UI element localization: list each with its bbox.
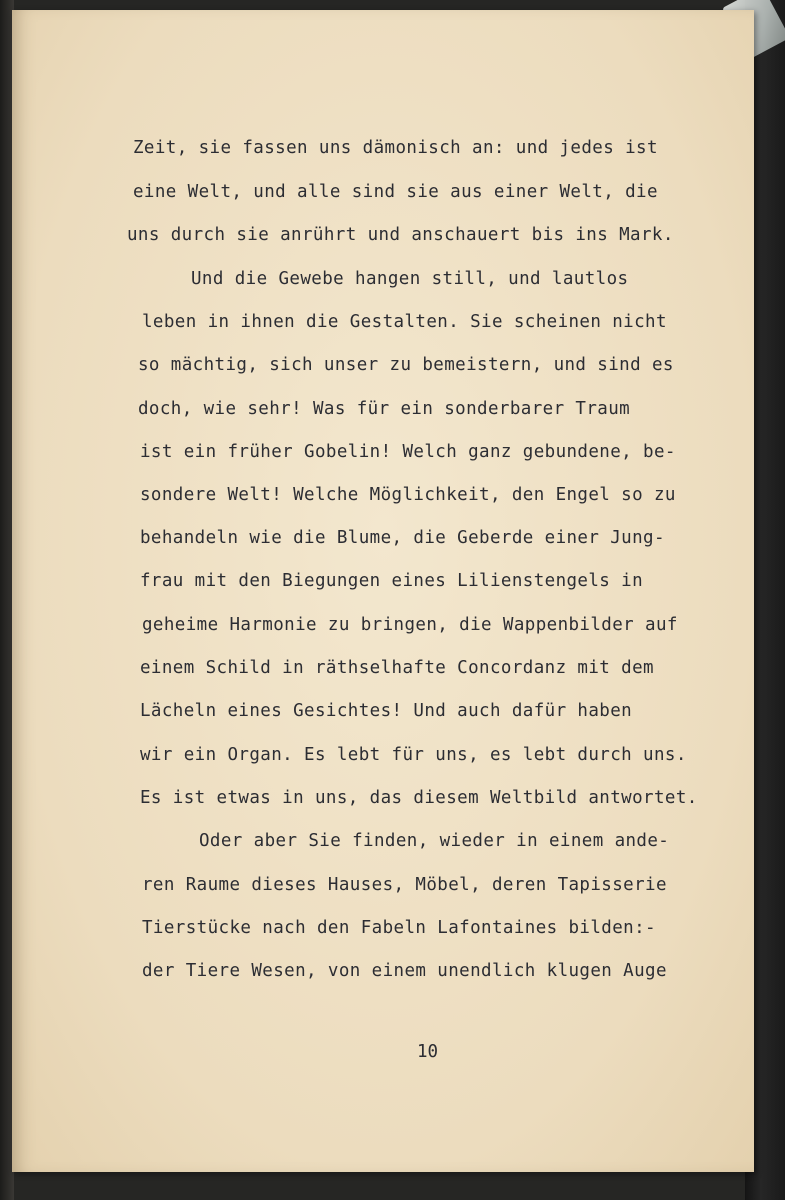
text-line: so mächtig, sich unser zu bemeistern, und sind es — [138, 355, 674, 375]
text-line: Und die Gewebe hangen still, und lautlos — [191, 269, 629, 289]
text-line: uns durch sie anrührt und anschauert bis ins Mark. — [127, 225, 674, 245]
text-line: Lächeln eines Gesichtes! Und auch dafür haben — [140, 701, 633, 721]
text-line: ist ein früher Gobelin! Welch ganz gebundene, be- — [140, 442, 676, 462]
text-line: Oder aber Sie finden, wieder in einem ande- — [199, 831, 670, 851]
text-line: doch, wie sehr! Was für ein sonderbarer Traum — [138, 399, 631, 419]
text-line: geheime Harmonie zu bringen, die Wappenbilder auf — [142, 615, 678, 635]
text-line: der Tiere Wesen, von einem unendlich klugen Auge — [142, 961, 667, 981]
text-line: eine Welt, und alle sind sie aus einer Welt, die — [133, 182, 658, 202]
text-line: Tierstücke nach den Fabeln Lafontaines bilden:- — [142, 918, 656, 938]
text-line: Es ist etwas in uns, das diesem Weltbild antwortet. — [140, 788, 698, 808]
text-line: sondere Welt! Welche Möglichkeit, den Engel so zu — [140, 485, 676, 505]
text-line: ren Raume dieses Hauses, Möbel, deren Tapisserie — [142, 875, 667, 895]
page-body-text — [12, 10, 754, 1172]
text-line: wir ein Organ. Es lebt für uns, es lebt durch uns. — [140, 745, 687, 765]
text-line: frau mit den Biegungen eines Lilienstengels in — [140, 571, 644, 591]
text-line: leben in ihnen die Gestalten. Sie scheinen nicht — [142, 312, 667, 332]
text-line: einem Schild in räthselhafte Concordanz mit dem — [140, 658, 654, 678]
page-number: 10 — [417, 1042, 439, 1062]
text-line: behandeln wie die Blume, die Geberde einer Jung- — [140, 528, 665, 548]
text-line: Zeit, sie fassen uns dämonisch an: und jedes ist — [133, 138, 658, 158]
typewritten-page — [12, 10, 754, 1172]
